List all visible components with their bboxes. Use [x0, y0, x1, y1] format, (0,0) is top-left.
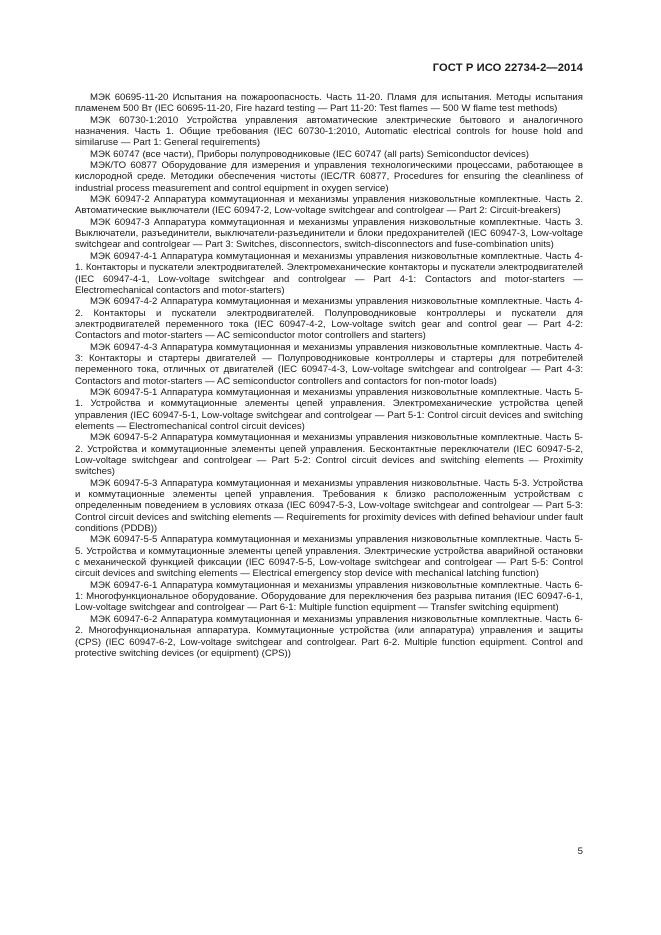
reference-paragraph: МЭК 60947-4-3 Аппаратура коммутационная и механизмы управления низковольтные комплектные. Часть 4-3: Контакторы и стартеры двигателей — Полупроводниковые контроллеры и стартеры для потребителей переменного тока, отличных от двигателей (IEC 60947-4-3, Low-voltage switchgear and controlgear — Part 4-3: Contactors and motor-starters — AC semiconductor controllers and contactors for non-motor loads)	[75, 341, 583, 387]
reference-paragraph: МЭК 60947-5-2 Аппаратура коммутационная и механизмы управления низковольтные комплектные. Часть 5-2. Устройства и коммутационные элементы цепей управления. Бесконтактные переключатели (IEC 60947-5-2, Low-voltage switchgear and controlgear — Part 5-2: Control circuit devices and switching elements — Proximity switches)	[75, 432, 583, 478]
reference-paragraph: МЭК 60947-3 Аппаратура коммутационная и механизмы управления низковольтные комплектные. Часть 3. Выключатели, разъединители, выключатели-разъединители и блоки предохранителей (IEC 60947-3, Low-voltage switchgear and controlgear — Part 3: Switches, disconnectors, switch-disconnectors and fuse-combination units)	[75, 216, 583, 251]
reference-paragraph: МЭК 60947-5-1 Аппаратура коммутационная и механизмы управления низковольтные комплектные. Часть 5-1. Устройства и коммутационные элементы цепей управления. Электромеханические устройства цепей управления (IEC 60947-5-1, Low-voltage switchgear and controlgear — Part 5-1: Control circuit devices and switching elements — Electromechanical control circuit devices)	[75, 386, 583, 432]
reference-paragraph: МЭК 60947-6-2 Аппаратура коммутационная и механизмы управления низковольтные комплектные. Часть 6-2. Многофункциональная аппаратура. Коммутационные устройства (или аппаратура) управления и защиты (CPS) (IEC 60947-6-2, Low-voltage switchgear and controlgear. Part 6-2. Multiple function equipment. Control and protective switching devices (or equipment) (CPS))	[75, 613, 583, 659]
page-number: 5	[577, 846, 583, 857]
reference-paragraph: МЭК 60947-4-2 Аппаратура коммутационная и механизмы управления низковольтные комплектные. Часть 4-2. Контакторы и пускатели электродвигателей. Полупроводниковые контроллеры и пускатели для электродвигателей переменного тока (IEC 60947-4-2, Low-voltage switch gear and control gear — Part 4-2: Contactors and motor-starters — AC semiconductor motor controllers and starters)	[75, 296, 583, 342]
reference-paragraph: МЭК 60695-11-20 Испытания на пожароопасность. Часть 11-20. Пламя для испытания. Методы испытания пламенем 500 Вт (IEC 60695-11-20, Fire hazard testing — Part 11-20: Test flames — 500 W flame test methods)	[75, 92, 583, 115]
standard-header: ГОСТ Р ИСО 22734-2—2014	[432, 62, 583, 74]
reference-paragraph: МЭК 60947-5-3 Аппаратура коммутационная и механизмы управления низковольтные. Часть 5-3. Устройства и коммутационные элементы цепей управления. Требования к близко расположенным устройствам с определенным поведением в условиях отказа (IEC 60947-5-3, Low-voltage switchgear and controlgear — Part 5-3: Control circuit devices and switching elements — Requirements for proximity devices with defined behaviour under fault conditions (PDDB))	[75, 477, 583, 535]
reference-paragraph: МЭК 60947-6-1 Аппаратура коммутационная и механизмы управления низковольтные комплектные. Часть 6-1: Многофункциональное оборудование. Оборудование для переключения без разрыва питания (IEC 60947-6-1, Low-voltage switchgear and controlgear — Part 6-1: Multiple function equipment — Transfer switching equipment)	[75, 579, 583, 614]
reference-paragraph: МЭК 60947-2 Аппаратура коммутационная и механизмы управления низковольтные комплектные. Часть 2. Автоматические выключатели (IEC 60947-2, Low-voltage switchgear and controlgear — Part 2: Circuit-breakers)	[75, 194, 583, 217]
reference-paragraph: МЭК 60947-5-5 Аппаратура коммутационная и механизмы управления низковольтные комплектные. Часть 5-5. Устройства и коммутационные элементы цепей управления. Электрические устройства аварийной остановки с механической функцией фиксации (IEC 60947-5-5, Low-voltage switchgear and controlgear — Part 5-5: Control circuit devices and switching elements — Electrical emergency stop device with mechanical latching function)	[75, 534, 583, 580]
normative-references	[75, 92, 583, 659]
reference-paragraph: МЭК 60730-1:2010 Устройства управления автоматические электрические бытового и аналогичного назначения. Часть 1. Общие требования (IEC 60730-1:2010, Automatic electrical controls for house hold and similaruse — Part 1: General requirements)	[75, 114, 583, 149]
reference-paragraph: МЭК/ТО 60877 Оборудование для измерения и управления технологическими процессами, работающее в кислородной среде. Методики обеспечения чистоты (IEC/TR 60877, Procedures for ensuring the cleanliness of industrial process measurement and control equipment in oxygen service)	[75, 160, 583, 194]
reference-paragraph: МЭК 60747 (все части), Приборы полупроводниковые (IEC 60747 (all parts) Semiconductor devices)	[90, 148, 529, 160]
reference-paragraph: МЭК 60947-4-1 Аппаратура коммутационная и механизмы управления низковольтные комплектные. Часть 4-1. Контакторы и пускатели электродвигателей. Электромеханические контакторы и пускатели электродвигателей (IEC 60947-4-1, Low-voltage switchgear and controlgear — Part 4-1: Contactors and motor-starters — Electromechanical contactors and motor-starters)	[75, 250, 583, 296]
